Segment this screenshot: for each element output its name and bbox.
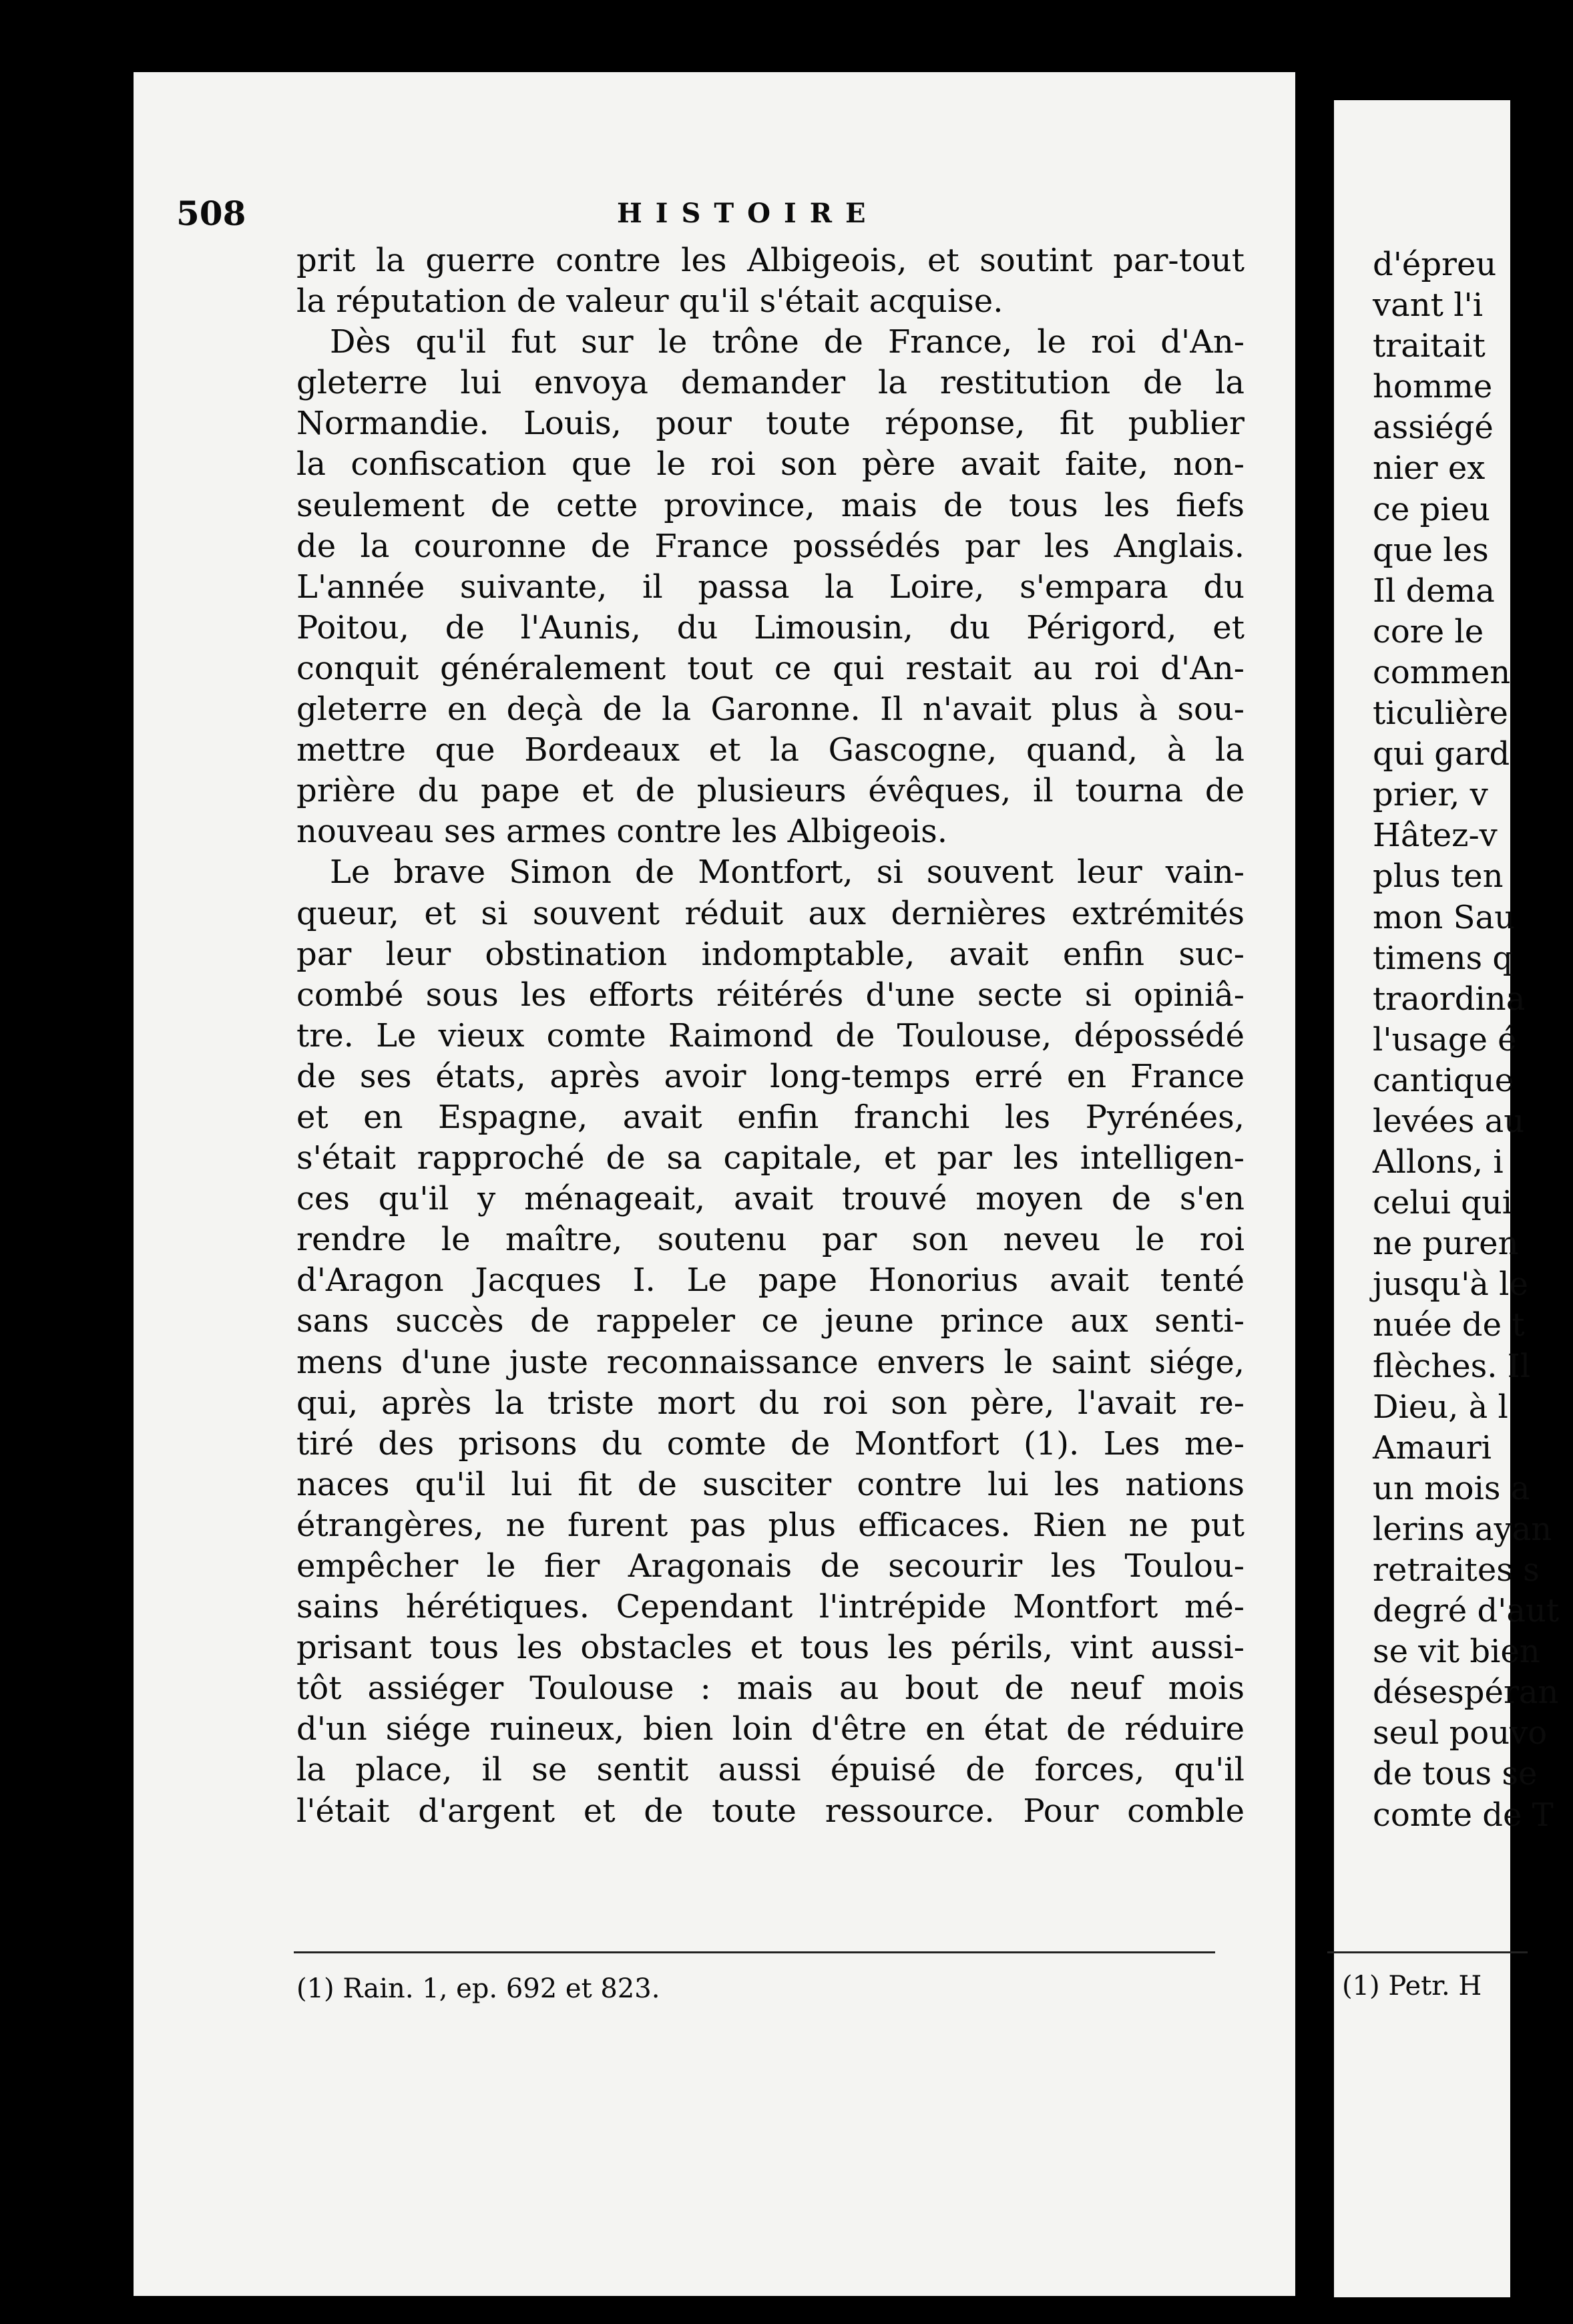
text-line: se vit bien xyxy=(1373,1633,1540,1671)
text-line: Dès qu'il fut sur le trône de France, le roi d'An- xyxy=(330,323,1245,361)
text-line: mens d'une juste reconnaissance envers le saint siége, xyxy=(296,1343,1245,1381)
text-line: levées au xyxy=(1373,1102,1525,1140)
text-line: celui qui xyxy=(1373,1184,1513,1222)
text-line: prisant tous les obstacles et tous les périls, vint aussi- xyxy=(296,1629,1245,1667)
text-line: traitait xyxy=(1373,327,1486,365)
text-line: combé sous les efforts réitérés d'une secte si opiniâ- xyxy=(296,976,1245,1014)
text-line: Poitou, de l'Aunis, du Limousin, du Périgord, et xyxy=(296,608,1245,646)
text-line: un mois a xyxy=(1373,1469,1530,1507)
text-line: assiégé xyxy=(1373,409,1494,447)
text-line: l'était d'argent et de toute ressource. Pour comble xyxy=(296,1792,1245,1830)
text-line: homme xyxy=(1373,368,1493,406)
text-line: d'Aragon Jacques I. Le pape Honorius avait tenté xyxy=(296,1262,1245,1300)
text-line: ce pieu xyxy=(1373,490,1490,528)
text-line: l'usage é xyxy=(1373,1020,1517,1058)
text-line: vant l'i xyxy=(1373,286,1484,325)
text-line: L'année suivante, il passa la Loire, s'empara du xyxy=(296,568,1245,606)
text-line: sans succès de rappeler ce jeune prince aux senti- xyxy=(296,1302,1245,1340)
text-line: prière du pape et de plusieurs évêques, il tourna de xyxy=(296,772,1245,810)
text-line: d'un siége ruineux, bien loin d'être en état de réduire xyxy=(296,1710,1245,1748)
text-line: étrangères, ne furent pas plus efficaces. Rien ne put xyxy=(296,1506,1245,1544)
text-line: que les xyxy=(1373,531,1489,569)
text-line: Normandie. Louis, pour toute réponse, fit publier xyxy=(296,405,1245,443)
text-line: ticulière xyxy=(1373,695,1508,733)
text-line: nouveau ses armes contre les Albigeois. xyxy=(296,813,947,851)
text-line: queur, et si souvent réduit aux dernières extrémités xyxy=(296,894,1245,932)
text-line: la confiscation que le roi son père avait faite, non- xyxy=(296,445,1245,483)
text-line: de ses états, après avoir long-temps erré en France xyxy=(296,1057,1245,1095)
text-line: mettre que Bordeaux et la Gascogne, quand, à la xyxy=(296,731,1245,769)
text-line: retraites s xyxy=(1373,1551,1540,1589)
text-line: plus ten xyxy=(1373,857,1504,896)
text-line: qui gard xyxy=(1373,735,1510,773)
text-line: core le xyxy=(1373,612,1484,650)
text-line: la place, il se sentit aussi épuisé de forces, qu'il xyxy=(296,1751,1245,1789)
running-head-title: HISTOIRE xyxy=(617,198,879,229)
text-line: désespéran xyxy=(1373,1674,1559,1712)
page-number: 508 xyxy=(176,194,246,233)
text-line: ne puren xyxy=(1373,1225,1519,1263)
text-line: gleterre lui envoya demander la restitution de la xyxy=(296,364,1245,402)
text-line: tôt assiéger Toulouse : mais au bout de neuf mois xyxy=(296,1670,1245,1708)
right-page-body-text xyxy=(1373,244,1573,1836)
text-line: lerins ayan xyxy=(1373,1510,1552,1548)
text-line: rendre le maître, soutenu par son neveu le roi xyxy=(296,1221,1245,1259)
right-page xyxy=(1334,100,1560,2297)
right-footnote: (1) Petr. H xyxy=(1342,1971,1482,2001)
footnote-divider xyxy=(294,1951,1215,1953)
text-line: Hâtez-v xyxy=(1373,817,1498,855)
text-line: et en Espagne, avait enfin franchi les Pyrénées, xyxy=(296,1098,1245,1136)
text-line: par leur obstination indomptable, avait enfin suc- xyxy=(296,935,1245,973)
text-line: la réputation de valeur qu'il s'était acquise. xyxy=(296,282,1003,321)
text-line: ces qu'il y ménageait, avait trouvé moyen de s'en xyxy=(296,1180,1245,1218)
text-line: naces qu'il lui fit de susciter contre lui les nations xyxy=(296,1465,1245,1503)
text-line: de tous se xyxy=(1373,1755,1538,1793)
text-line: degré d'aut xyxy=(1373,1592,1560,1630)
left-page-body-text xyxy=(296,240,1245,1832)
text-line: timens q xyxy=(1373,939,1514,977)
text-line: gleterre en deçà de la Garonne. Il n'avait plus à sou- xyxy=(296,691,1245,729)
text-line: prier, v xyxy=(1373,776,1488,814)
text-line: s'était rapproché de sa capitale, et par les intelligen- xyxy=(296,1139,1245,1177)
text-line: seul pouvo xyxy=(1373,1714,1548,1752)
text-line: prit la guerre contre les Albigeois, et soutint par-tout xyxy=(296,242,1245,279)
text-line: commen xyxy=(1373,653,1511,691)
text-line: nuée de t xyxy=(1373,1306,1525,1344)
text-line: qui, après la triste mort du roi son père, l'avait re- xyxy=(296,1384,1245,1422)
text-line: mon Sau xyxy=(1373,898,1515,936)
text-line: Il dema xyxy=(1373,572,1495,610)
footnote: (1) Rain. 1, ep. 692 et 823. xyxy=(296,1973,660,2004)
text-line: de la couronne de France possédés par les Anglais. xyxy=(296,527,1245,565)
text-line: sains hérétiques. Cependant l'intrépide Montfort mé- xyxy=(296,1588,1245,1626)
text-line: Amauri xyxy=(1373,1428,1492,1467)
text-line: conquit généralement tout ce qui restait au roi d'An- xyxy=(296,649,1245,687)
right-footnote-divider xyxy=(1327,1951,1528,1953)
text-line: Le brave Simon de Montfort, si souvent leur vain- xyxy=(330,853,1245,892)
text-line: flèches. Il xyxy=(1373,1347,1531,1385)
text-line: comte de T xyxy=(1373,1796,1554,1834)
text-line: d'épreu xyxy=(1373,246,1497,283)
text-line: empêcher le fier Aragonais de secourir les Toulou- xyxy=(296,1547,1245,1585)
text-line: tre. Le vieux comte Raimond de Toulouse, dépossédé xyxy=(296,1016,1245,1054)
text-line: traordina xyxy=(1373,980,1526,1018)
text-line: nier ex xyxy=(1373,449,1486,488)
text-line: Allons, i xyxy=(1373,1143,1504,1181)
text-line: seulement de cette province, mais de tous les fiefs xyxy=(296,486,1245,524)
text-line: Dieu, à l xyxy=(1373,1388,1508,1426)
text-line: cantique xyxy=(1373,1061,1514,1099)
text-line: jusqu'à le xyxy=(1373,1266,1528,1304)
text-line: tiré des prisons du comte de Montfort (1). Les me- xyxy=(296,1424,1245,1463)
